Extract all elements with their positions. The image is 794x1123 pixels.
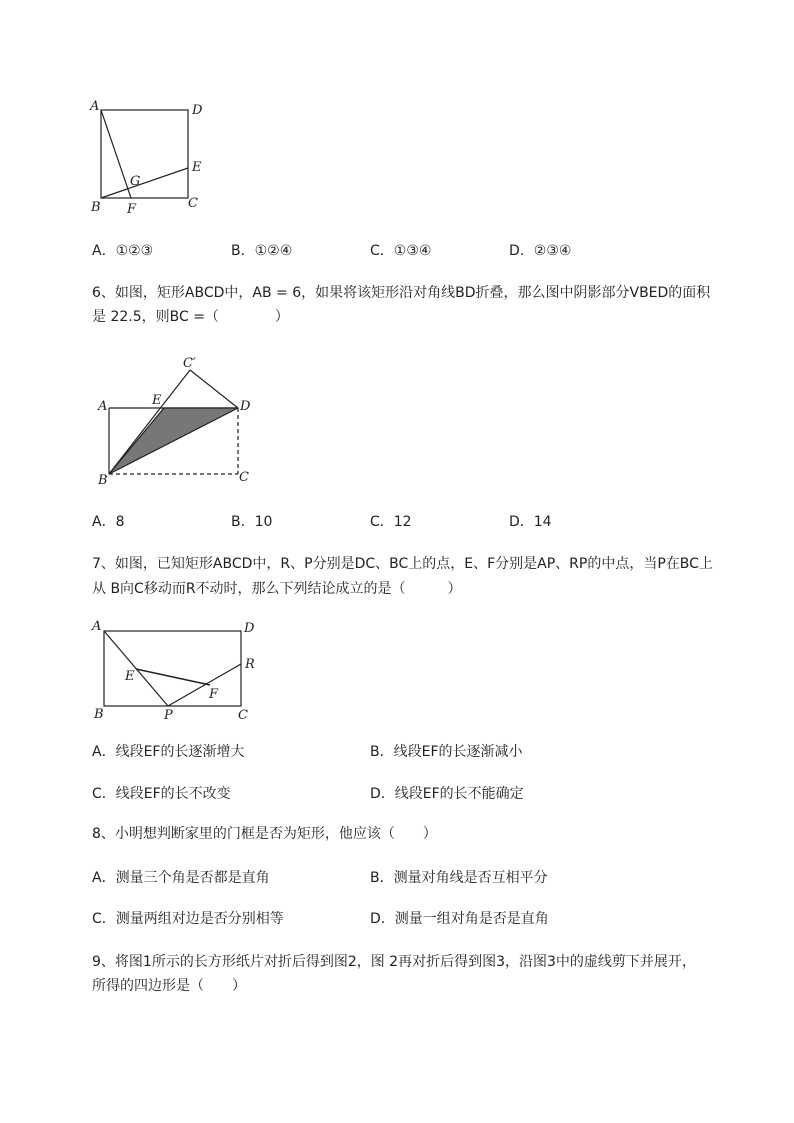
q8-option-b[interactable]: B．测量对角线是否互相平分 <box>370 870 548 886</box>
label-p: P <box>164 708 173 723</box>
label-a: A <box>90 100 100 114</box>
label-b: B <box>94 707 104 722</box>
q7-option-c[interactable]: C．线段EF的长不改变 <box>92 786 231 802</box>
q9-question-line2: 所得的四边形是（ ） <box>92 978 246 994</box>
segment-pr <box>168 664 241 706</box>
fold-c-prime-d <box>190 370 238 408</box>
q6-option-d[interactable]: D．14 <box>509 514 552 530</box>
q8-option-d[interactable]: D．测量一组对角是否是直角 <box>370 911 549 927</box>
label-g: G <box>130 174 141 189</box>
q5-option-b[interactable]: B．①②④ <box>231 243 293 259</box>
q7-option-b[interactable]: B．线段EF的长逐渐减小 <box>370 744 523 760</box>
q8-option-c[interactable]: C．测量两组对边是否分别相等 <box>92 911 284 927</box>
figure-q7 <box>88 617 268 725</box>
label-c: C <box>238 708 248 723</box>
label-f: F <box>209 687 219 702</box>
q8-option-a[interactable]: A．测量三个角是否都是直角 <box>92 870 270 886</box>
figure-q6 <box>92 350 262 488</box>
label-a: A <box>92 619 102 634</box>
q9-question-line1: 9、将图1所示的长方形纸片对折后得到图2，图 2再对折后得到图3，沿图3中的虚线剪下并展开， <box>92 954 696 970</box>
label-r: R <box>245 657 255 672</box>
q7-option-d[interactable]: D．线段EF的长不能确定 <box>370 786 524 802</box>
q6-question-line1: 6、如图，矩形ABCD中，AB = 6，如果将该矩形沿对角线BD折叠，那么图中阴影部分VBED的面积 <box>92 285 711 301</box>
segment-be <box>101 168 188 198</box>
segment-ap <box>104 631 168 706</box>
q7-option-a[interactable]: A．线段EF的长逐渐增大 <box>92 744 245 760</box>
segment-ef <box>136 669 210 685</box>
shaded-triangle-bed <box>109 408 238 474</box>
q8-question: 8、小明想判断家里的门框是否为矩形，他应该（ ） <box>92 826 437 842</box>
q6-option-c[interactable]: C．12 <box>370 514 412 530</box>
q6-option-b[interactable]: B．10 <box>231 514 273 530</box>
label-a: A <box>98 399 108 414</box>
label-b: B <box>98 473 108 488</box>
q5-option-d[interactable]: D．②③④ <box>509 243 572 259</box>
label-d: D <box>192 103 203 118</box>
q5-option-c[interactable]: C．①③④ <box>370 243 432 259</box>
q7-question-line2: 从 B向C移动而R不动时，那么下列结论成立的是（ ） <box>92 581 462 597</box>
q6-question-line2: 是 22.5，则BC =（ ） <box>92 309 289 325</box>
label-f: F <box>127 202 137 215</box>
label-e: E <box>152 393 162 408</box>
label-b: B <box>91 200 101 215</box>
label-d: D <box>244 621 255 636</box>
label-e: E <box>192 160 202 175</box>
label-e: E <box>125 669 135 684</box>
q5-option-a[interactable]: A．①②③ <box>92 243 154 259</box>
figure-q5 <box>88 100 208 215</box>
square-abcd <box>101 110 188 198</box>
q6-option-a[interactable]: A．8 <box>92 514 125 530</box>
q7-question-line1: 7、如图，已知矩形ABCD中，R、P分别是DC、BC上的点，E、F分别是AP、RP的中点，当P在BC上 <box>92 556 713 572</box>
label-c: C <box>188 196 198 211</box>
label-c: C <box>239 470 249 485</box>
segment-af <box>101 110 131 198</box>
label-d: D <box>240 399 251 414</box>
label-c-prime: C′ <box>183 356 196 371</box>
